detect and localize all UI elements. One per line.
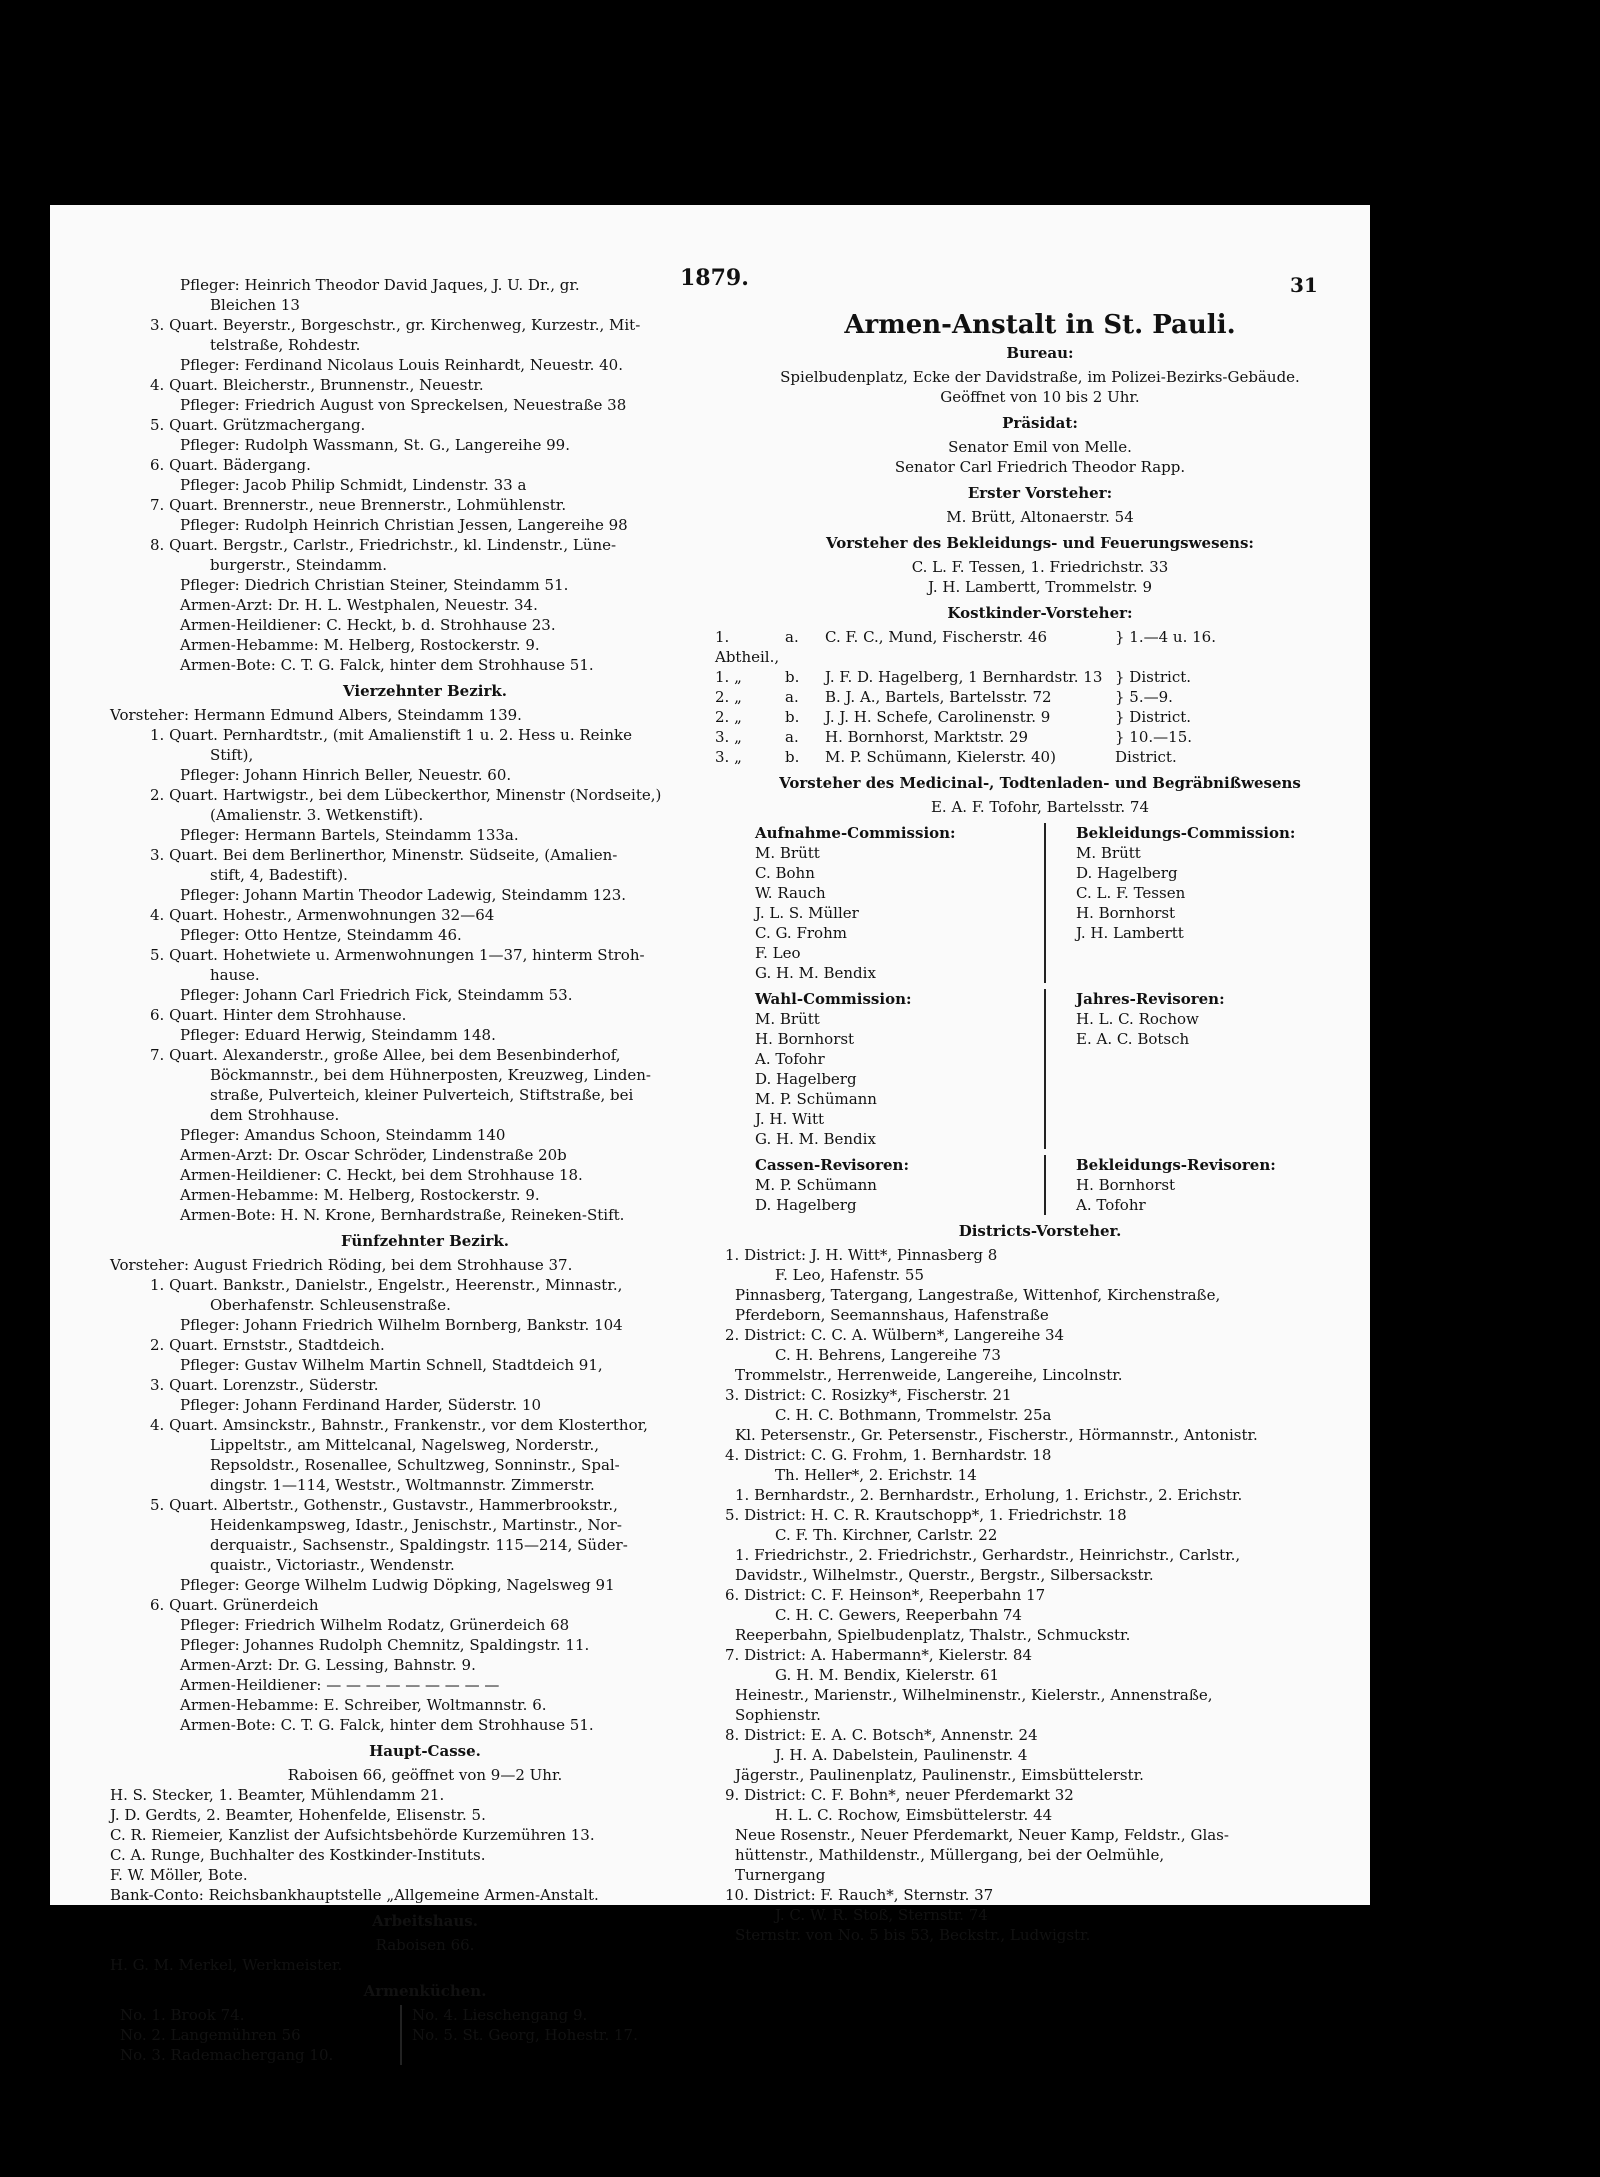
commission-member: D. Hagelberg — [1076, 864, 1178, 882]
bekleidung-revisoren-list — [1076, 1175, 1365, 1215]
text-line: Pfleger: Johann Hinrich Beller, Neuestr. 60. — [180, 766, 512, 784]
text-line: Pfleger: Friedrich August von Spreckelsen, Neuestraße 38 — [180, 396, 627, 414]
text-line: Raboisen 66, geöffnet von 9—2 Uhr. — [287, 1766, 563, 1784]
text-line: telstraße, Rohdestr. — [210, 336, 361, 354]
armenkuechen-left — [110, 2005, 402, 2065]
text-line: Bank-Conto: Reichsbankhauptstelle „Allgemeine Armen-Anstalt. — [110, 1886, 599, 1904]
commission-member: F. Leo — [755, 944, 801, 962]
kostkinder-cell: } 1.—4 u. 16. — [1115, 628, 1216, 646]
commissions-block-1 — [715, 823, 1365, 983]
text-line: Heidenkampsweg, Idastr., Jenischstr., Martinstr., Nor- — [210, 1516, 622, 1534]
district-line: 1. Bernhardstr., 2. Bernhardstr., Erholung, 1. Erichstr., 2. Erichstr. — [735, 1486, 1243, 1504]
text-line: 6. Quart. Bädergang. — [150, 456, 311, 474]
kostkinder-row — [715, 627, 1365, 667]
commission-member: C. Bohn — [755, 864, 815, 882]
text-line: Stift), — [210, 746, 254, 764]
text-line: Pfleger: Friedrich Wilhelm Rodatz, Grünerdeich 68 — [180, 1616, 570, 1634]
commission-member: H. L. C. Rochow — [1076, 1010, 1199, 1028]
district-line: 1. Friedrichstr., 2. Friedrichstr., Gerhardstr., Heinrichstr., Carlstr., — [735, 1546, 1241, 1564]
text-line: Pfleger: Amandus Schoon, Steindamm 140 — [180, 1126, 506, 1144]
haupt-casse-title: Haupt-Casse. — [369, 1742, 481, 1760]
text-line: H. S. Stecker, 1. Beamter, Mühlendamm 21. — [110, 1786, 445, 1804]
district-line: 2. District: C. C. A. Wülbern*, Langereihe 34 — [725, 1326, 1065, 1344]
text-line: 1. Quart. Pernhardtstr., (mit Amalienstift 1 u. 2. Hess u. Reinke — [150, 726, 632, 744]
district-line: Heinestr., Marienstr., Wilhelminenstr., Kielerstr., Annenstraße, — [735, 1686, 1213, 1704]
text-line: E. A. F. Tofohr, Bartelsstr. 74 — [930, 798, 1150, 816]
text-line: Pfleger: Rudolph Heinrich Christian Jessen, Langereihe 98 — [180, 516, 628, 534]
kostkinder-cell: b. — [785, 668, 800, 686]
kostkinder-cell: 3. „ — [715, 728, 742, 746]
cassen-revisoren-title: Cassen-Revisoren: — [755, 1156, 909, 1174]
text-line: Oberhafenstr. Schleusenstraße. — [210, 1296, 451, 1314]
year-header: 1879. — [680, 265, 749, 291]
text-line: Armen-Hebamme: M. Helberg, Rostockerstr. 9. — [180, 1186, 540, 1204]
medicinal-lines — [715, 797, 1365, 817]
kostkinder-row — [715, 747, 1365, 767]
text-line: 5. Quart. Grützmachergang. — [150, 416, 366, 434]
district-line: Pinnasberg, Tatergang, Langestraße, Wittenhof, Kirchenstraße, — [735, 1286, 1221, 1304]
text-line: 5. Quart. Albertstr., Gothenstr., Gustavstr., Hammerbrookstr., — [150, 1496, 618, 1514]
text-line: Pfleger: Jacob Philip Schmidt, Lindenstr. 33 a — [180, 476, 527, 494]
text-line: Pfleger: Heinrich Theodor David Jaques, J. U. Dr., gr. — [180, 276, 580, 294]
commission-member: M. Brütt — [755, 1010, 820, 1028]
district-line: Sternstr. von No. 5 bis 53, Beckstr., Ludwigstr. — [735, 1926, 1091, 1944]
kostkinder-title: Kostkinder-Vorsteher: — [947, 604, 1133, 622]
commission-member: D. Hagelberg — [755, 1196, 857, 1214]
text-line: Vorsteher: August Friedrich Röding, bei dem Strohhause 37. — [110, 1256, 573, 1274]
commission-member: M. Brütt — [1076, 844, 1141, 862]
text-line: Pfleger: Johannes Rudolph Chemnitz, Spaldingstr. 11. — [180, 1636, 590, 1654]
text-line: Pfleger: Johann Carl Friedrich Fick, Steindamm 53. — [180, 986, 573, 1004]
kostkinder-cell: } District. — [1115, 668, 1192, 686]
text-line: Spielbudenplatz, Ecke der Davidstraße, im Polizei-Bezirks-Gebäude. — [780, 368, 1300, 386]
district-line: 4. District: C. G. Frohm, 1. Bernhardstr. 18 — [725, 1446, 1052, 1464]
text-line: dingstr. 1—114, Weststr., Woltmannstr. Zimmerstr. — [210, 1476, 595, 1494]
bureau-lines — [715, 367, 1365, 407]
district-line: Davidstr., Wilhelmstr., Querstr., Bergstr., Silbersackstr. — [735, 1566, 1154, 1584]
text-line: Raboisen 66. — [375, 1936, 475, 1954]
text-line: Pfleger: Diedrich Christian Steiner, Steindamm 51. — [180, 576, 569, 594]
bezirk14-entries — [110, 705, 740, 1225]
kostkinder-cell: District. — [1115, 748, 1177, 766]
text-line: Armen-Arzt: Dr. Oscar Schröder, Lindenstraße 20b — [180, 1146, 567, 1164]
text-line: Armen-Heildiener: C. Heckt, bei dem Strohhause 18. — [180, 1166, 583, 1184]
arbeitshaus-title: Arbeitshaus. — [372, 1912, 478, 1930]
commission-member: A. Tofohr — [1076, 1196, 1146, 1214]
text-line: Armen-Hebamme: M. Helberg, Rostockerstr. 9. — [180, 636, 540, 654]
main-title: Armen-Anstalt in St. Pauli. — [844, 310, 1236, 340]
text-line: straße, Pulverteich, kleiner Pulverteich, Stiftstraße, bei — [210, 1086, 634, 1104]
text-line: J. H. Lambertt, Trommelstr. 9 — [927, 578, 1153, 596]
jahres-revisoren-title: Jahres-Revisoren: — [1076, 990, 1225, 1008]
text-line: C. A. Runge, Buchhalter des Kostkinder-Instituts. — [110, 1846, 486, 1864]
armenkuechen-title: Armenküchen. — [363, 1982, 487, 2000]
text-line: J. D. Gerdts, 2. Beamter, Hohenfelde, Elisenstr. 5. — [110, 1806, 486, 1824]
text-line: Vorsteher: Hermann Edmund Albers, Steindamm 139. — [110, 706, 522, 724]
text-line: quaistr., Victoriastr., Wendenstr. — [210, 1556, 455, 1574]
district-line: 9. District: C. F. Bohn*, neuer Pferdemarkt 32 — [725, 1786, 1074, 1804]
commission-member: M. P. Schümann — [755, 1176, 877, 1194]
bekleidung-vorsteher-lines — [715, 557, 1365, 597]
text-line: Lippeltstr., am Mittelcanal, Nagelsweg, Norderstr., — [210, 1436, 599, 1454]
district-line: Trommelstr., Herrenweide, Langereihe, Lincolnstr. — [735, 1366, 1123, 1384]
text-line: 2. Quart. Hartwigstr., bei dem Lübeckerthor, Minenstr (Nordseite,) — [150, 786, 662, 804]
text-line: 2. Quart. Ernststr., Stadtdeich. — [150, 1336, 385, 1354]
text-line: 5. Quart. Hohetwiete u. Armenwohnungen 1—37, hinterm Stroh- — [150, 946, 645, 964]
commission-member: M. P. Schümann — [755, 1090, 877, 1108]
wahl-list — [755, 1009, 1044, 1149]
text-line: Pfleger: Ferdinand Nicolaus Louis Reinhardt, Neuestr. 40. — [180, 356, 623, 374]
bureau-title: Bureau: — [1006, 344, 1074, 362]
text-line: Pfleger: Eduard Herwig, Steindamm 148. — [180, 1026, 496, 1044]
commission-member: H. Bornhorst — [1076, 904, 1176, 922]
text-line: Armen-Heildiener: — — — — — — — — — — [180, 1676, 500, 1694]
kostkinder-cell: 1. Abtheil., — [715, 628, 780, 666]
erster-vorsteher-title: Erster Vorsteher: — [967, 484, 1113, 502]
bekleidung-commission-title: Bekleidungs-Commission: — [1076, 824, 1296, 842]
district-line: 3. District: C. Rosizky*, Fischerstr. 21 — [725, 1386, 1012, 1404]
text-line: Pfleger: Otto Hentze, Steindamm 46. — [180, 926, 462, 944]
text-line: derquaistr., Sachsenstr., Spaldingstr. 115—214, Süder- — [210, 1536, 628, 1554]
district-line: Sophienstr. — [735, 1706, 821, 1724]
districts-title: Districts-Vorsteher. — [958, 1222, 1122, 1240]
district-line: Neue Rosenstr., Neuer Pferdemarkt, Neuer Kamp, Feldstr., Glas- — [735, 1826, 1229, 1844]
district-line: Reeperbahn, Spielbudenplatz, Thalstr., Schmuckstr. — [735, 1626, 1131, 1644]
commission-member: H. Bornhorst — [755, 1030, 855, 1048]
district-line: C. F. Th. Kirchner, Carlstr. 22 — [775, 1526, 998, 1544]
bezirk15-title: Fünfzehnter Bezirk. — [340, 1232, 510, 1250]
kostkinder-cell: a. — [785, 728, 799, 746]
text-line: Armen-Arzt: Dr. G. Lessing, Bahnstr. 9. — [180, 1656, 476, 1674]
commission-member: H. Bornhorst — [1076, 1176, 1176, 1194]
text-line: Pfleger: Rudolph Wassmann, St. G., Langereihe 99. — [180, 436, 570, 454]
kostkinder-cell: } 5.—9. — [1115, 688, 1173, 706]
document-page — [50, 205, 1370, 2064]
commission-member: G. H. M. Bendix — [755, 1130, 876, 1148]
district-line: 1. District: J. H. Witt*, Pinnasberg 8 — [725, 1246, 998, 1264]
kostkinder-cell: a. — [785, 688, 799, 706]
kostkinder-cell: C. F. C., Mund, Fischerstr. 46 — [825, 628, 1048, 646]
district-line: 6. District: C. F. Heinson*, Reeperbahn 17 — [725, 1586, 1046, 1604]
district-line: G. H. M. Bendix, Kielerstr. 61 — [775, 1666, 1000, 1684]
kitchen-entry: No. 1. Brook 74. — [120, 2006, 245, 2024]
aufnahme-list — [755, 843, 1044, 983]
aufnahme-title: Aufnahme-Commission: — [755, 824, 956, 842]
district-line: H. L. C. Rochow, Eimsbüttelerstr. 44 — [775, 1806, 1053, 1824]
commission-member: A. Tofohr — [755, 1050, 825, 1068]
district-line: J. H. A. Dabelstein, Paulinenstr. 4 — [775, 1746, 1028, 1764]
kostkinder-cell: J. F. D. Hagelberg, 1 Bernhardstr. 13 — [825, 668, 1103, 686]
text-line: Armen-Bote: H. N. Krone, Bernhardstraße, Reineken-Stift. — [180, 1206, 625, 1224]
text-line: M. Brütt, Altonaerstr. 54 — [946, 508, 1134, 526]
text-line: Senator Emil von Melle. — [948, 438, 1132, 456]
text-line: Armen-Hebamme: E. Schreiber, Woltmannstr. 6. — [180, 1696, 547, 1714]
kostkinder-row — [715, 707, 1365, 727]
text-line: 7. Quart. Alexanderstr., große Allee, bei dem Besenbinderhof, — [150, 1046, 621, 1064]
haupt-casse-entries — [110, 1765, 740, 1905]
text-line: 8. Quart. Bergstr., Carlstr., Friedrichstr., kl. Lindenstr., Lüne- — [150, 536, 617, 554]
district-line: Turnergang — [735, 1866, 826, 1884]
kitchen-entry: No. 2. Langemühren 56 — [120, 2026, 301, 2044]
page-number: 31 — [1290, 273, 1318, 297]
commission-member: M. Brütt — [755, 844, 820, 862]
kostkinder-table — [715, 627, 1365, 767]
kostkinder-cell: 2. „ — [715, 708, 742, 726]
text-line: Repsoldstr., Rosenallee, Schultzweg, Sonninstr., Spal- — [210, 1456, 620, 1474]
commission-member: E. A. C. Botsch — [1076, 1030, 1190, 1048]
commission-member: W. Rauch — [755, 884, 826, 902]
district-line: 8. District: E. A. C. Botsch*, Annenstr. 24 — [725, 1726, 1038, 1744]
right-column — [715, 310, 1365, 1945]
jahres-revisoren-list — [1076, 1009, 1365, 1049]
kostkinder-cell: 2. „ — [715, 688, 742, 706]
commissions-block-2 — [715, 989, 1365, 1149]
praesidat-title: Präsidat: — [1002, 414, 1078, 432]
kostkinder-cell: 1. „ — [715, 668, 742, 686]
commission-member: J. H. Witt — [755, 1110, 825, 1128]
armenkuechen-table — [110, 2005, 740, 2065]
kostkinder-row — [715, 667, 1365, 687]
text-line: 4. Quart. Amsinckstr., Bahnstr., Frankenstr., vor dem Klosterthor, — [150, 1416, 648, 1434]
kostkinder-cell: M. P. Schümann, Kielerstr. 40) — [825, 748, 1056, 766]
kostkinder-cell: H. Bornhorst, Marktstr. 29 — [825, 728, 1029, 746]
bezirk14-title: Vierzehnter Bezirk. — [343, 682, 507, 700]
kitchen-entry: No. 5. St. Georg, Hohestr. 17. — [412, 2026, 638, 2044]
district-line: Th. Heller*, 2. Erichstr. 14 — [775, 1466, 977, 1484]
district-line: F. Leo, Hafenstr. 55 — [775, 1266, 924, 1284]
commission-member: C. L. F. Tessen — [1076, 884, 1186, 902]
kostkinder-cell: a. — [785, 628, 799, 646]
text-line: 3. Quart. Bei dem Berlinerthor, Minenstr. Südseite, (Amalien- — [150, 846, 618, 864]
kostkinder-cell: B. J. A., Bartels, Bartelsstr. 72 — [825, 688, 1052, 706]
text-line: Pfleger: Johann Martin Theodor Ladewig, Steindamm 123. — [180, 886, 627, 904]
kostkinder-cell: 3. „ — [715, 748, 742, 766]
text-line: F. W. Möller, Bote. — [110, 1866, 248, 1884]
commission-member: G. H. M. Bendix — [755, 964, 876, 982]
commission-member: C. G. Frohm — [755, 924, 847, 942]
district-line: Jägerstr., Paulinenplatz, Paulinenstr., Eimsbüttelerstr. — [735, 1766, 1144, 1784]
praesidat-lines — [715, 437, 1365, 477]
bezirk13-continued — [110, 275, 740, 675]
text-line: Armen-Bote: C. T. G. Falck, hinter dem Strohhause 51. — [180, 656, 594, 674]
text-line: Armen-Heildiener: C. Heckt, b. d. Strohhause 23. — [180, 616, 556, 634]
commission-member: J. H. Lambertt — [1076, 924, 1184, 942]
text-line: 6. Quart. Grünerdeich — [150, 1596, 319, 1614]
commission-member: J. L. S. Müller — [755, 904, 859, 922]
district-line: J. C. W. R. Stoß, Sternstr. 74 — [775, 1906, 988, 1924]
left-column — [110, 275, 740, 2065]
text-line: 3. Quart. Beyerstr., Borgeschstr., gr. Kirchenweg, Kurzestr., Mit- — [150, 316, 641, 334]
district-line: 7. District: A. Habermann*, Kielerstr. 84 — [725, 1646, 1033, 1664]
text-line: 1. Quart. Bankstr., Danielstr., Engelstr., Heerenstr., Minnastr., — [150, 1276, 623, 1294]
text-line: Pfleger: Gustav Wilhelm Martin Schnell, Stadtdeich 91, — [180, 1356, 603, 1374]
district-line: 10. District: F. Rauch*, Sternstr. 37 — [725, 1886, 994, 1904]
kostkinder-cell: } District. — [1115, 708, 1192, 726]
text-line: 3. Quart. Lorenzstr., Süderstr. — [150, 1376, 379, 1394]
commissions-block-3 — [715, 1155, 1365, 1215]
kostkinder-row — [715, 727, 1365, 747]
wahl-title: Wahl-Commission: — [755, 990, 912, 1008]
district-line: C. H. C. Gewers, Reeperbahn 74 — [775, 1606, 1022, 1624]
text-line: 4. Quart. Hohestr., Armenwohnungen 32—64 — [150, 906, 495, 924]
text-line: 7. Quart. Brennerstr., neue Brennerstr., Lohmühlenstr. — [150, 496, 567, 514]
text-line: Pfleger: Hermann Bartels, Steindamm 133a. — [180, 826, 519, 844]
text-line: Armen-Bote: C. T. G. Falck, hinter dem Strohhause 51. — [180, 1716, 594, 1734]
text-line: Armen-Arzt: Dr. H. L. Westphalen, Neuestr. 34. — [180, 596, 538, 614]
district-line: C. H. C. Bothmann, Trommelstr. 25a — [775, 1406, 1052, 1424]
kostkinder-cell: b. — [785, 748, 800, 766]
kitchen-entry: No. 3. Rademachergang 10. — [120, 2046, 334, 2064]
bekleidung-revisoren-title: Bekleidungs-Revisoren: — [1076, 1156, 1276, 1174]
text-line: hause. — [210, 966, 260, 984]
district-line: C. H. Behrens, Langereihe 73 — [775, 1346, 1001, 1364]
district-line: hüttenstr., Mathildenstr., Müllergang, bei der Oelmühle, — [735, 1846, 1165, 1864]
text-line: Pfleger: George Wilhelm Ludwig Döpking, Nagelsweg 91 — [180, 1576, 615, 1594]
text-line: Böckmannstr., bei dem Hühnerposten, Kreuzweg, Linden- — [210, 1066, 651, 1084]
text-line: Senator Carl Friedrich Theodor Rapp. — [894, 458, 1186, 476]
text-line: H. G. M. Merkel, Werkmeister. — [110, 1956, 343, 1974]
text-line: burgerstr., Steindamm. — [210, 556, 388, 574]
text-line: 4. Quart. Bleicherstr., Brunnenstr., Neuestr. — [150, 376, 484, 394]
text-line: Geöffnet von 10 bis 2 Uhr. — [940, 388, 1140, 406]
district-line: Kl. Petersenstr., Gr. Petersenstr., Fischerstr., Hörmannstr., Antonistr. — [735, 1426, 1258, 1444]
kostkinder-row — [715, 687, 1365, 707]
text-line: stift, 4, Badestift). — [210, 866, 348, 884]
kostkinder-cell: J. J. H. Schefe, Carolinenstr. 9 — [825, 708, 1051, 726]
bekleidung-commission-list — [1076, 843, 1365, 943]
text-line: 6. Quart. Hinter dem Strohhause. — [150, 1006, 407, 1024]
bezirk15-entries — [110, 1255, 740, 1735]
district-line: Pferdeborn, Seemannshaus, Hafenstraße — [735, 1306, 1049, 1324]
cassen-revisoren-list — [755, 1175, 1044, 1215]
armenkuechen-right — [402, 2005, 638, 2065]
districts-list — [715, 1245, 1365, 1945]
commission-member: D. Hagelberg — [755, 1070, 857, 1088]
kostkinder-cell: } 10.—15. — [1115, 728, 1193, 746]
text-line: Bleichen 13 — [210, 296, 300, 314]
medicinal-title: Vorsteher des Medicinal-, Todtenladen- und Begräbnißwesens — [779, 774, 1301, 792]
text-line: (Amalienstr. 3. Wetkenstift). — [210, 806, 424, 824]
text-line: Pfleger: Johann Friedrich Wilhelm Bornberg, Bankstr. 104 — [180, 1316, 623, 1334]
district-line: 5. District: H. C. R. Krautschopp*, 1. Friedrichstr. 18 — [725, 1506, 1127, 1524]
bekleidung-vorsteher-title: Vorsteher des Bekleidungs- und Feuerungswesens: — [826, 534, 1254, 552]
text-line: C. R. Riemeier, Kanzlist der Aufsichtsbehörde Kurzemühren 13. — [110, 1826, 595, 1844]
text-line: dem Strohhause. — [210, 1106, 340, 1124]
arbeitshaus-entries — [110, 1935, 740, 1975]
kostkinder-cell: b. — [785, 708, 800, 726]
erster-vorsteher-lines — [715, 507, 1365, 527]
kitchen-entry: No. 4. Lieschengang 9. — [412, 2006, 588, 2024]
text-line: Pfleger: Johann Ferdinand Harder, Süderstr. 10 — [180, 1396, 542, 1414]
text-line: C. L. F. Tessen, 1. Friedrichstr. 33 — [911, 558, 1169, 576]
